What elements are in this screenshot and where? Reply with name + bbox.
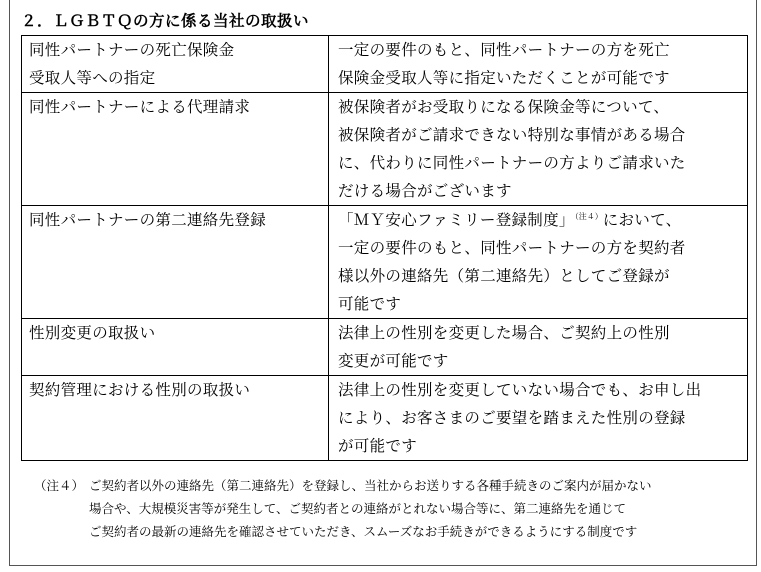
row-label-line: 同性パートナーの第二連絡先登録 <box>29 211 267 229</box>
row-description-cell <box>329 93 748 206</box>
row-description-line: 一定の要件のもと、同性パートナーの方を契約者 <box>338 239 686 257</box>
row-label-cell <box>22 376 329 461</box>
row-label-cell <box>22 206 329 319</box>
registration-system-name: 「ＭＹ安心ファミリー登録制度」 <box>338 211 575 229</box>
row-description-line: 可能です <box>338 295 402 313</box>
footnote-line: ご契約者の最新の連絡先を確認させていただき、スムーズなお手続きができるようにする制度です <box>89 524 638 539</box>
footnote-line: ご契約者以外の連絡先（第二連絡先）を登録し、当社からお送りする各種手続きのご案内が届かない <box>89 478 652 493</box>
row-description-line: に、代わりに同性パートナーの方よりご請求いた <box>338 154 686 172</box>
row-description-line: 様以外の連絡先（第二連絡先）としてご登録が <box>338 267 670 285</box>
row-label-cell <box>22 93 329 206</box>
row-label-line: 同性パートナーの死亡保険金 <box>29 41 235 59</box>
row-label-cell <box>22 319 329 376</box>
row-description-line: だける場合がございます <box>338 182 512 200</box>
table-row <box>22 93 748 206</box>
row-label-line: 契約管理における性別の取扱い <box>29 381 251 399</box>
table-row <box>22 36 748 93</box>
row-description-line: 変更が可能です <box>338 352 449 370</box>
row-description-line: 法律上の性別を変更した場合、ご契約上の性別 <box>338 324 670 342</box>
footnote <box>34 474 754 543</box>
row-description-cell <box>329 206 748 319</box>
table-row <box>22 319 748 376</box>
row-description-cell <box>329 376 748 461</box>
row-description-line: 一定の要件のもと、同性パートナーの方を死亡 <box>338 41 670 59</box>
row-description-line <box>338 206 745 234</box>
row-description-line: 被保険者がご請求できない特別な事情がある場合 <box>338 126 686 144</box>
row-description-tail: において、 <box>602 211 682 229</box>
row-description-line: 被保険者がお受取りになる保険金等について、 <box>338 98 670 116</box>
footnote-label: （注４） <box>34 478 85 493</box>
row-description-line: 法律上の性別を変更していない場合でも、お申し出 <box>338 381 702 399</box>
footnote-reference: （注４） <box>574 212 603 221</box>
lgbtq-handling-table <box>21 35 748 461</box>
section-heading: ２．ＬＧＢＴＱの方に係る当社の取扱い <box>21 12 310 30</box>
row-description-cell <box>329 319 748 376</box>
row-label-line: 性別変更の取扱い <box>29 324 156 342</box>
table-row <box>22 206 748 319</box>
row-description-line: により、お客さまのご要望を踏まえた性別の登録 <box>338 409 686 427</box>
row-label-cell <box>22 36 329 93</box>
row-description-cell <box>329 36 748 93</box>
table-row <box>22 376 748 461</box>
row-label-line: 同性パートナーによる代理請求 <box>29 98 251 116</box>
footnote-line: 場合や、大規模災害等が発生して、ご契約者との連絡がとれない場合等に、第二連絡先を通じて <box>89 501 627 516</box>
footnote-body <box>89 474 754 543</box>
row-description-line: 保険金受取人等に指定いただくことが可能です <box>338 69 670 87</box>
row-label-line: 受取人等への指定 <box>29 69 156 87</box>
row-description-line: が可能です <box>338 437 418 455</box>
